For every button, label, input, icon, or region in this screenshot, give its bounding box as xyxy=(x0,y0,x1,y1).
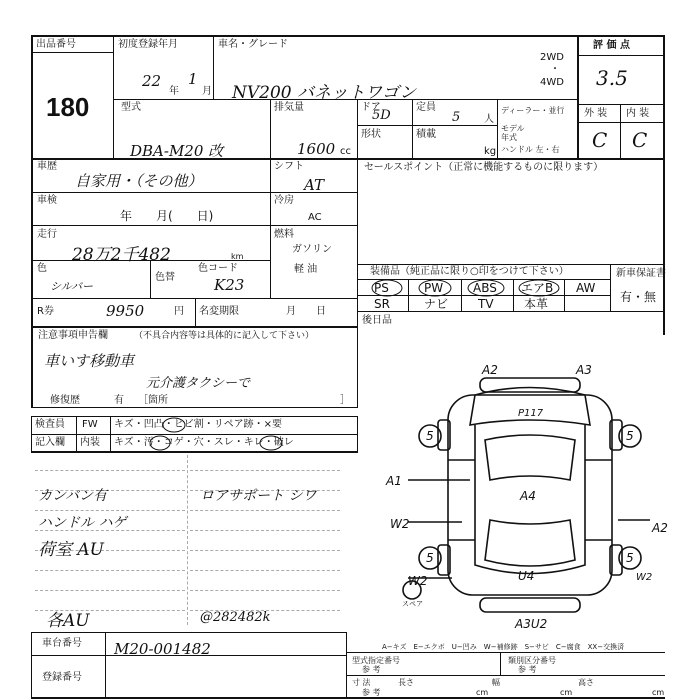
svg-text:5: 5 xyxy=(426,551,434,565)
capacity-label: 定員 xyxy=(416,102,436,113)
displacement-value: 1600 xyxy=(297,140,336,158)
color-code-value: K23 xyxy=(214,276,245,294)
ac-value: AC xyxy=(308,212,322,223)
inspector-label1: 検査員 xyxy=(35,419,65,430)
inspector-fw: FW xyxy=(82,419,98,430)
note-left3: 荷室 AU xyxy=(38,540,105,560)
first-reg-year: 22 xyxy=(142,72,162,90)
doors-value: 5D xyxy=(372,108,391,123)
length-label: 長さ xyxy=(398,678,414,687)
inspector-circles xyxy=(110,416,358,452)
exterior-label: 外 装 xyxy=(584,108,608,119)
color-value: シルバー xyxy=(50,280,93,293)
car-damage-diagram xyxy=(380,350,690,650)
shift-value: AT xyxy=(304,176,325,194)
size-label: 寸 法 xyxy=(352,678,371,687)
class-num-ref: 参 考 xyxy=(518,665,537,674)
model-grade: NV200 バネットワゴン xyxy=(232,83,417,103)
class-num-label: 類別区分番号 xyxy=(508,656,556,665)
interior-grade: C xyxy=(632,128,648,152)
type-num-ref: 参 考 xyxy=(362,665,381,674)
lot-number: 180 xyxy=(46,92,90,122)
svg-text:U4: U4 xyxy=(518,569,535,583)
inspector-in: 内装 xyxy=(80,437,100,448)
recycle-value: 9950 xyxy=(106,302,145,320)
grade: 3.5 xyxy=(596,66,628,90)
lot-number-label: 出品番号 xyxy=(36,39,76,50)
svg-text:5: 5 xyxy=(626,429,634,443)
svg-text:W2: W2 xyxy=(408,574,428,588)
recycle-label: R券 xyxy=(37,306,54,317)
svg-text:A3: A3 xyxy=(576,363,592,377)
spare-label: スペア xyxy=(402,600,423,608)
handle-label: ハンドル 左・右 xyxy=(501,145,560,154)
notes-line1: 車いす移動車 xyxy=(44,352,135,370)
model-year-label: モデル 年式 xyxy=(501,124,525,142)
mileage-label: 走行 xyxy=(37,229,57,240)
drive-4wd: 4WD xyxy=(540,77,564,88)
inspector-line1: キズ・凹凸・ヒビ割・リペア跡・×要 xyxy=(114,419,282,430)
mileage-value: 28万2千482 xyxy=(72,245,171,265)
svg-text:W2: W2 xyxy=(636,572,653,583)
later-label: 後日品 xyxy=(362,315,392,326)
year-unit: 年 xyxy=(169,86,179,97)
size-ref: 参 考 xyxy=(362,688,381,697)
equipment-abs: ABS xyxy=(473,281,497,295)
yen-unit: 円 xyxy=(174,306,184,317)
svg-text:W2: W2 xyxy=(390,517,410,531)
first-reg-label: 初度登録年月 xyxy=(118,39,178,50)
history-label: 車歴 xyxy=(37,161,57,172)
fuel-light: 軽 油 xyxy=(294,264,318,275)
inspection-label: 車検 xyxy=(37,195,57,206)
svg-text:A3U2: A3U2 xyxy=(515,617,548,631)
color-code-label: 色コード xyxy=(198,263,238,274)
note-left4: 各AU xyxy=(46,611,90,631)
grade-label: 評 価 点 xyxy=(593,40,630,51)
equipment-navi: ナビ xyxy=(424,297,449,311)
note-left2: ハンドル ハゲ xyxy=(38,515,127,531)
equipment-leather: 本革 xyxy=(524,297,549,311)
chassis-label: 車台番号 xyxy=(42,638,82,649)
history-value: 自家用・（その他） xyxy=(75,172,203,190)
height-unit: cm xyxy=(652,688,665,697)
dealer-label: ディーラー・並行 xyxy=(501,106,565,115)
warranty-label: 新車保証書 xyxy=(616,268,666,279)
fuel-gas: ガソリン xyxy=(292,244,332,255)
width-unit: cm xyxy=(560,688,573,697)
svg-text:A4: A4 xyxy=(520,489,536,503)
name-change-value: 月 日 xyxy=(286,306,326,317)
fuel-label: 燃料 xyxy=(274,229,294,240)
shape-label: 形状 xyxy=(361,129,381,140)
inspector-line2: キズ・汚・コゲ・穴・スレ・キレ・破レ xyxy=(114,437,294,448)
equipment-circles xyxy=(357,264,610,311)
interior-label: 内 装 xyxy=(626,108,650,119)
notes-title: 注意事項申告欄 xyxy=(38,330,108,341)
equipment-airbag: エアB xyxy=(521,281,554,295)
name-change-label: 名変期限 xyxy=(199,306,239,317)
equipment-ps: PS xyxy=(374,281,389,295)
svg-text:A1: A1 xyxy=(386,474,402,488)
kg-unit: kg xyxy=(484,146,497,157)
repair-bracket-end: ］ xyxy=(340,395,350,406)
width-label: 幅 xyxy=(492,678,500,687)
note-left1: カンバン有 xyxy=(38,488,108,504)
model-grade-label: 車名・グレード xyxy=(218,39,288,50)
inspector-label2: 記入欄 xyxy=(35,437,65,448)
equipment-aw: AW xyxy=(576,281,596,295)
type-value: DBA-M20 改 xyxy=(130,142,224,160)
person-unit: 人 xyxy=(484,114,494,125)
diagram-legend: A−キズ E−エクボ U−凹み W−補修跡 S−サビ C−腐食 XX−交換済 xyxy=(382,643,625,651)
km-unit: km xyxy=(231,252,244,261)
drive-dot: ・ xyxy=(550,64,560,75)
notes-line2: 元介護タクシーで xyxy=(146,376,251,391)
svg-text:A2: A2 xyxy=(482,363,498,377)
sales-point-label: セールスポイント（正常に機能するものに限ります） xyxy=(364,162,604,173)
equipment-pw: PW xyxy=(424,281,444,295)
type-label: 型式 xyxy=(121,102,141,113)
svg-text:5: 5 xyxy=(626,551,634,565)
shift-label: シフト xyxy=(274,161,304,172)
color-change-label: 色替 xyxy=(155,272,175,283)
height-label: 高さ xyxy=(578,678,594,687)
color-label: 色 xyxy=(37,263,47,274)
svg-text:A2: A2 xyxy=(652,521,668,535)
repair-value: 有 xyxy=(114,395,124,406)
displacement-label: 排気量 xyxy=(274,102,304,113)
load-label: 積載 xyxy=(416,129,436,140)
note-right1: ロアサポート シワ xyxy=(200,488,317,504)
month-unit: 月 xyxy=(202,86,212,97)
reg-label: 登録番号 xyxy=(42,672,82,683)
equipment-sr: SR xyxy=(374,297,390,311)
repair-location: ［箇所 xyxy=(138,395,168,406)
svg-text:P117: P117 xyxy=(518,408,544,419)
exterior-grade: C xyxy=(592,128,608,152)
cc-unit: cc xyxy=(340,146,351,157)
repair-label: 修復歴 xyxy=(50,395,80,406)
equipment-tv: TV xyxy=(478,297,494,311)
note-right2: @282482k xyxy=(200,610,271,625)
type-num-label: 型式指定番号 xyxy=(352,656,400,665)
equipment-label: 装備品（純正品に限り○印をつけて下さい） xyxy=(370,266,569,277)
chassis-value: M20-001482 xyxy=(114,640,211,658)
first-reg-month: 1 xyxy=(188,70,198,88)
capacity-value: 5 xyxy=(452,110,461,125)
warranty-value: 有・無 xyxy=(620,290,657,304)
length-unit: cm xyxy=(476,688,489,697)
notes-subtitle: （不具合内容等は具体的に記入して下さい） xyxy=(134,331,315,341)
inspection-value: 年 月( 日) xyxy=(120,209,214,223)
ac-label: 冷房 xyxy=(274,195,294,206)
doors-label: ドア xyxy=(361,102,381,113)
drive-2wd: 2WD xyxy=(540,52,564,63)
svg-text:5: 5 xyxy=(426,429,434,443)
